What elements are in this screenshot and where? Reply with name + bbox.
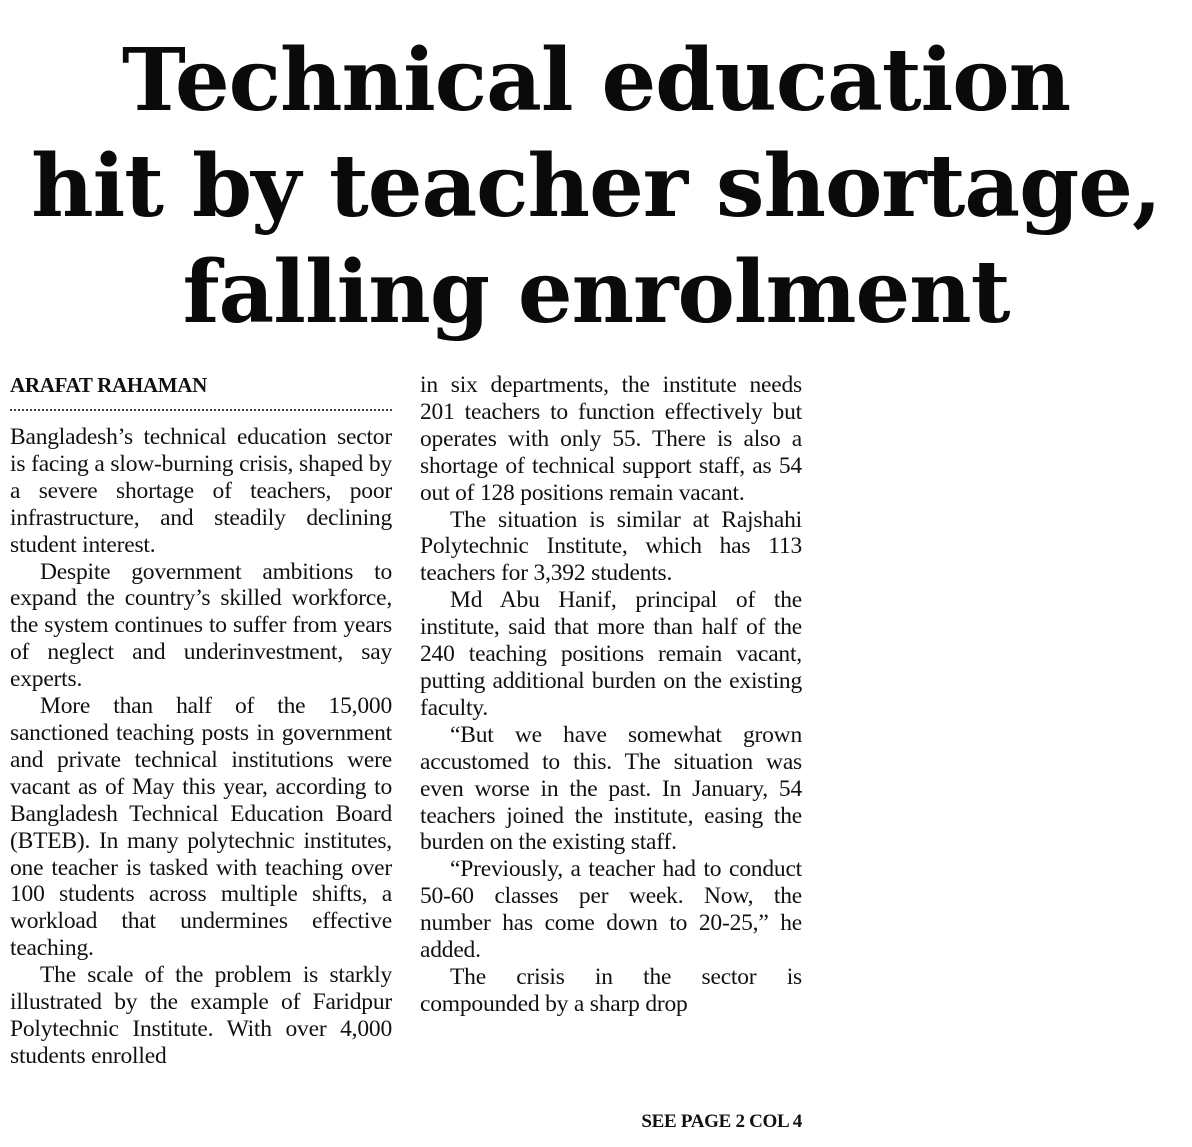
headline-line-3: falling enrolment xyxy=(182,242,1010,343)
headline-line-1: Technical education xyxy=(121,30,1071,131)
paragraph: The crisis in the sector is compounded by a sharp drop xyxy=(420,963,802,1017)
paragraph: “But we have somewhat grown accustomed to this. The situation was even worse in the past. In January, 54 teachers joined the institute, easing the burden on the existing staff. xyxy=(420,721,802,856)
paragraph: Bangladesh’s technical education sector is facing a slow-burning crisis, shaped by a severe shortage of teachers, poor infrastructure, and steadily declining student interest. xyxy=(10,424,392,558)
headline xyxy=(0,28,1192,346)
continuation-jump-line: SEE PAGE 2 COL 4 xyxy=(641,1111,802,1132)
article-column-right xyxy=(420,372,802,1018)
paragraph: in six departments, the institute needs 201 teachers to function effectively but operates with only 55. There is also a shortage of technical support staff, as 54 out of 128 positions remain vacant. xyxy=(420,372,802,506)
paragraph: More than half of the 15,000 sanctioned teaching posts in government and private technical institutions were vacant as of May this year, according to Bangladesh Technical Education Board (BTEB). In many polytechnic institutes, one teacher is tasked with teaching over 100 students across multiple shifts, a workload that undermines effective teaching. xyxy=(10,693,392,962)
paragraph: “Previously, a teacher had to conduct 50-60 classes per week. Now, the number has come down to 20-25,” he added. xyxy=(420,856,802,964)
paragraph: The situation is similar at Rajshahi Polytechnic Institute, which has 113 teachers for 3,392 students. xyxy=(420,506,802,587)
paragraph: Md Abu Hanif, principal of the institute, said that more than half of the 240 teaching positions remain vacant, putting additional burden on the existing faculty. xyxy=(420,587,802,721)
paragraph: The scale of the problem is starkly illustrated by the example of Faridpur Polytechnic Institute. With over 4,000 students enrolled xyxy=(10,962,392,1069)
byline-divider xyxy=(10,409,392,411)
paragraph: Despite government ambitions to expand the country’s skilled workforce, the system continues to suffer from years of neglect and underinvestment, say experts. xyxy=(10,558,392,693)
headline-line-2: hit by teacher shortage, xyxy=(31,136,1161,237)
byline: ARAFAT RAHAMAN xyxy=(10,373,208,397)
article-column-left xyxy=(10,424,392,1070)
